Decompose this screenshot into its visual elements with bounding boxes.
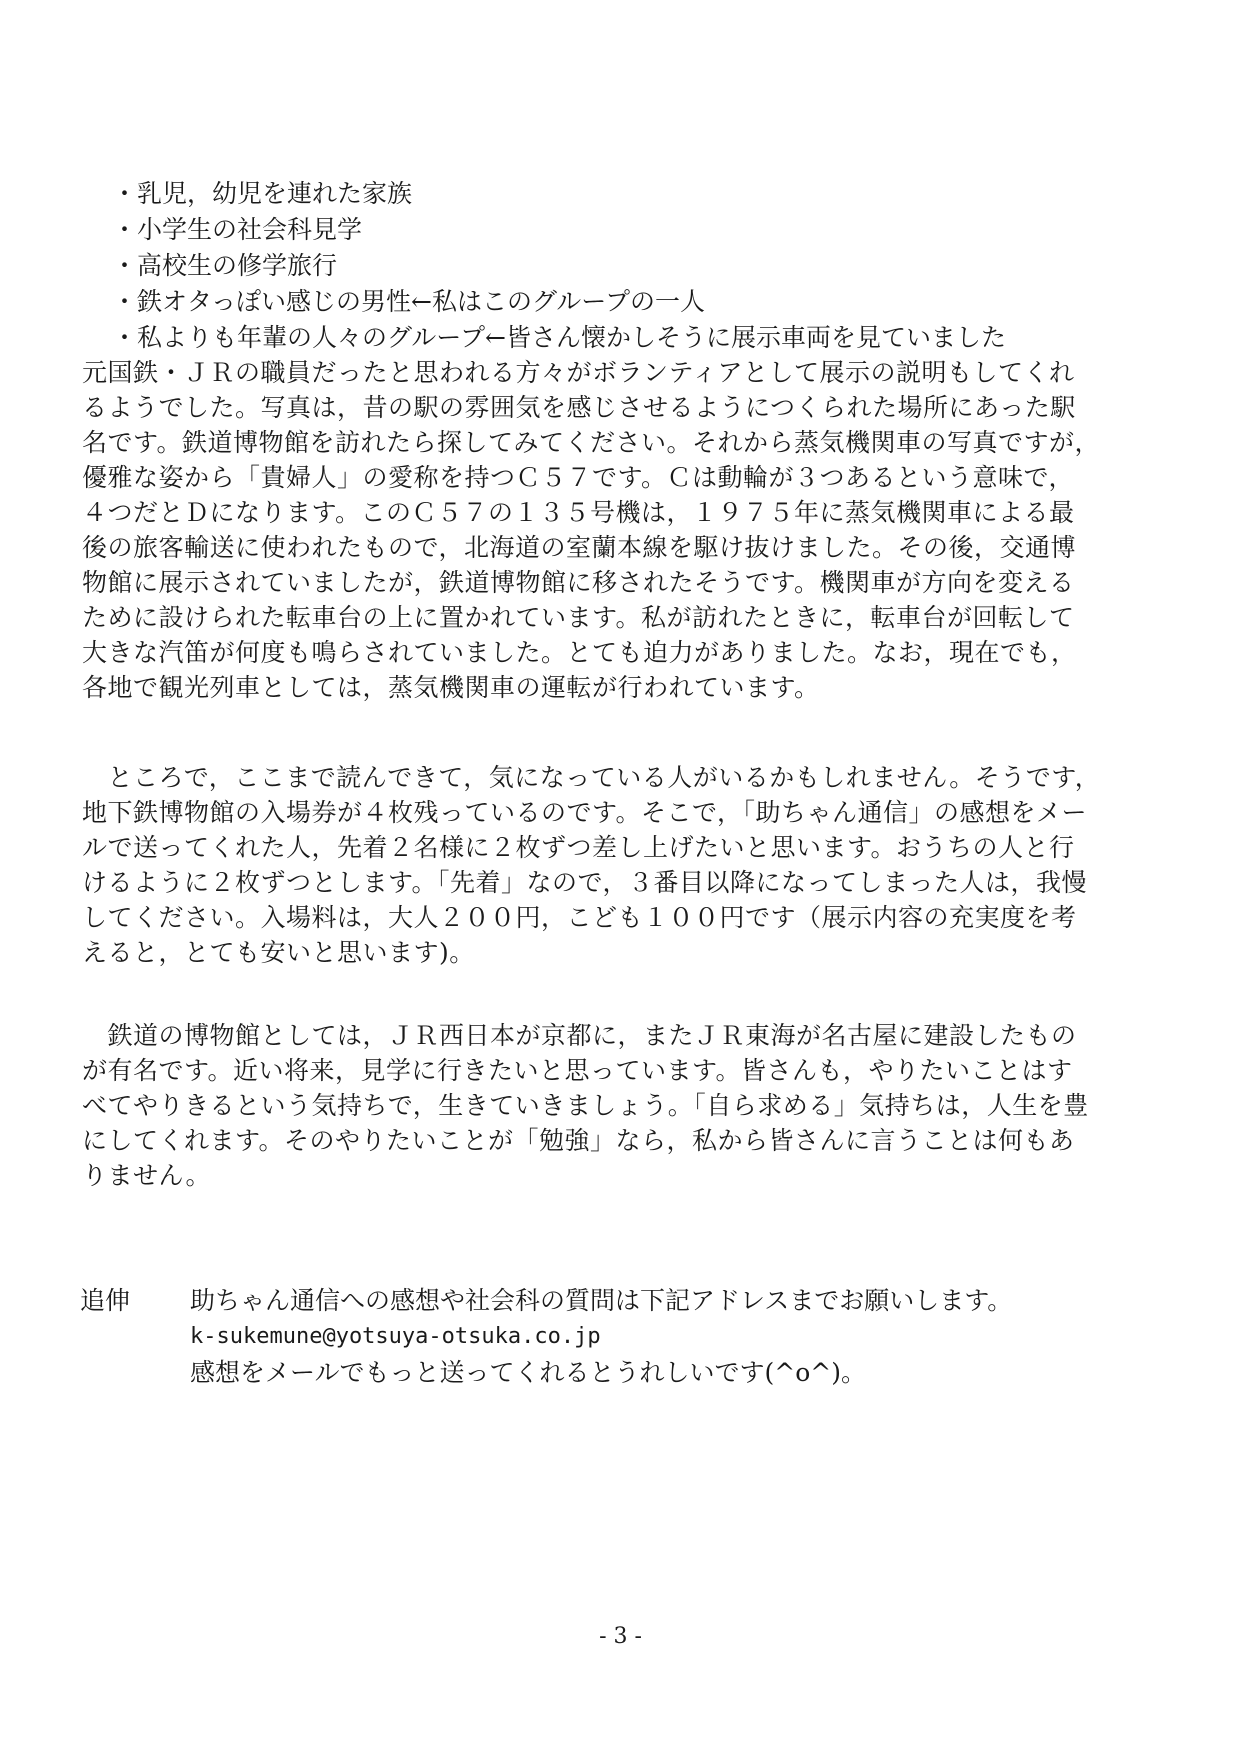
list-item: ・鉄オタっぽい感じの男性←私はこのグループの一人 — [112, 287, 705, 316]
text-line: 鉄道の博物館としては，ＪＲ西日本が京都に，またＪＲ東海が名古屋に建設したもの — [82, 1021, 1077, 1050]
postscript-label: 追伸 — [80, 1286, 131, 1315]
text-line: 優雅な姿から「貴婦人」の愛称を持つＣ５７です。Ｃは動輪が３つあるという意味で， — [82, 463, 1075, 492]
text-line: ４つだとＤになります。このＣ５７の１３５号機は，１９７５年に蒸気機関車による最 — [82, 498, 1075, 527]
page-number: - 3 - — [599, 1624, 642, 1649]
text-line: してください。入場料は，大人２００円，こども１００円です（展示内容の充実度を考 — [82, 903, 1077, 932]
text-line: えると，とても安いと思います)。 — [82, 938, 475, 967]
email-address: k-sukemune@yotsuya-otsuka.co.jp — [190, 1324, 601, 1349]
text-line: 元国鉄・ＪＲの職員だったと思われる方々がボランティアとして展示の説明もしてくれ — [82, 358, 1075, 387]
text-line: 物館に展示されていましたが，鉄道博物館に移されたそうです。機関車が方向を変える — [82, 568, 1075, 597]
visitor-list — [112, 176, 1006, 356]
text-line: るようでした。写真は，昔の駅の雰囲気を感じさせるようにつくられた場所にあった駅 — [82, 393, 1076, 422]
list-item: ・乳児，幼児を連れた家族 — [112, 179, 413, 208]
text-line: 後の旅客輸送に使われたもので，北海道の室蘭本線を駆け抜けました。その後，交通博 — [82, 533, 1077, 562]
text-line: ルで送ってくれた人，先着２名様に２枚ずつ差し上げたいと思います。おうちの人と行 — [82, 833, 1075, 862]
text-line: 大きな汽笛が何度も鳴らされていました。とても迫力がありました。なお，現在でも， — [82, 638, 1077, 667]
paragraph-ticket-offer — [82, 760, 1162, 970]
paragraph-museum-description — [82, 355, 1162, 705]
text-line: ために設けられた転車台の上に置かれています。私が訪れたときに，転車台が回転して — [82, 603, 1075, 632]
text-line: 地下鉄博物館の入場券が４枚残っているのです。そこで，「助ちゃん通信」の感想をメー — [82, 798, 1088, 827]
postscript-note: 感想をメールでもっと送ってくれるとうれしいです(^o^)。 — [190, 1358, 866, 1387]
text-line: ところで，ここまで読んできて，気になっている人がいるかもしれません。そうです， — [82, 763, 1101, 792]
text-line: が有名です。近い将来，見学に行きたいと思っています。皆さんも，やりたいことはす — [82, 1056, 1073, 1085]
list-item: ・小学生の社会科見学 — [112, 215, 363, 244]
text-line: 各地で観光列車としては，蒸気機関車の運転が行われています。 — [82, 673, 820, 702]
paragraph-closing — [82, 1018, 1162, 1193]
text-line: 名です。鉄道博物館を訪れたら探してみてください。それから蒸気機関車の写真ですが， — [82, 428, 1101, 457]
list-item: ・高校生の修学旅行 — [112, 251, 338, 280]
text-line: けるように２枚ずつとします。「先着」なので，３番目以降になってしまった人は，我慢 — [82, 868, 1088, 897]
postscript-body — [190, 1283, 1012, 1391]
postscript-request: 助ちゃん通信への感想や社会科の質問は下記アドレスまでお願いします。 — [190, 1286, 1013, 1315]
list-item: ・私よりも年輩の人々のグループ←皆さん懐かしそうに展示車両を見ていました — [112, 323, 1006, 352]
text-line: りません。 — [82, 1161, 212, 1190]
text-line: にしてくれます。そのやりたいことが「勉強」なら，私から皆さんに言うことは何もあ — [82, 1126, 1075, 1155]
text-line: べてやりきるという気持ちで，生きていきましょう。「自ら求める」気持ちは，人生を豊 — [82, 1091, 1089, 1120]
